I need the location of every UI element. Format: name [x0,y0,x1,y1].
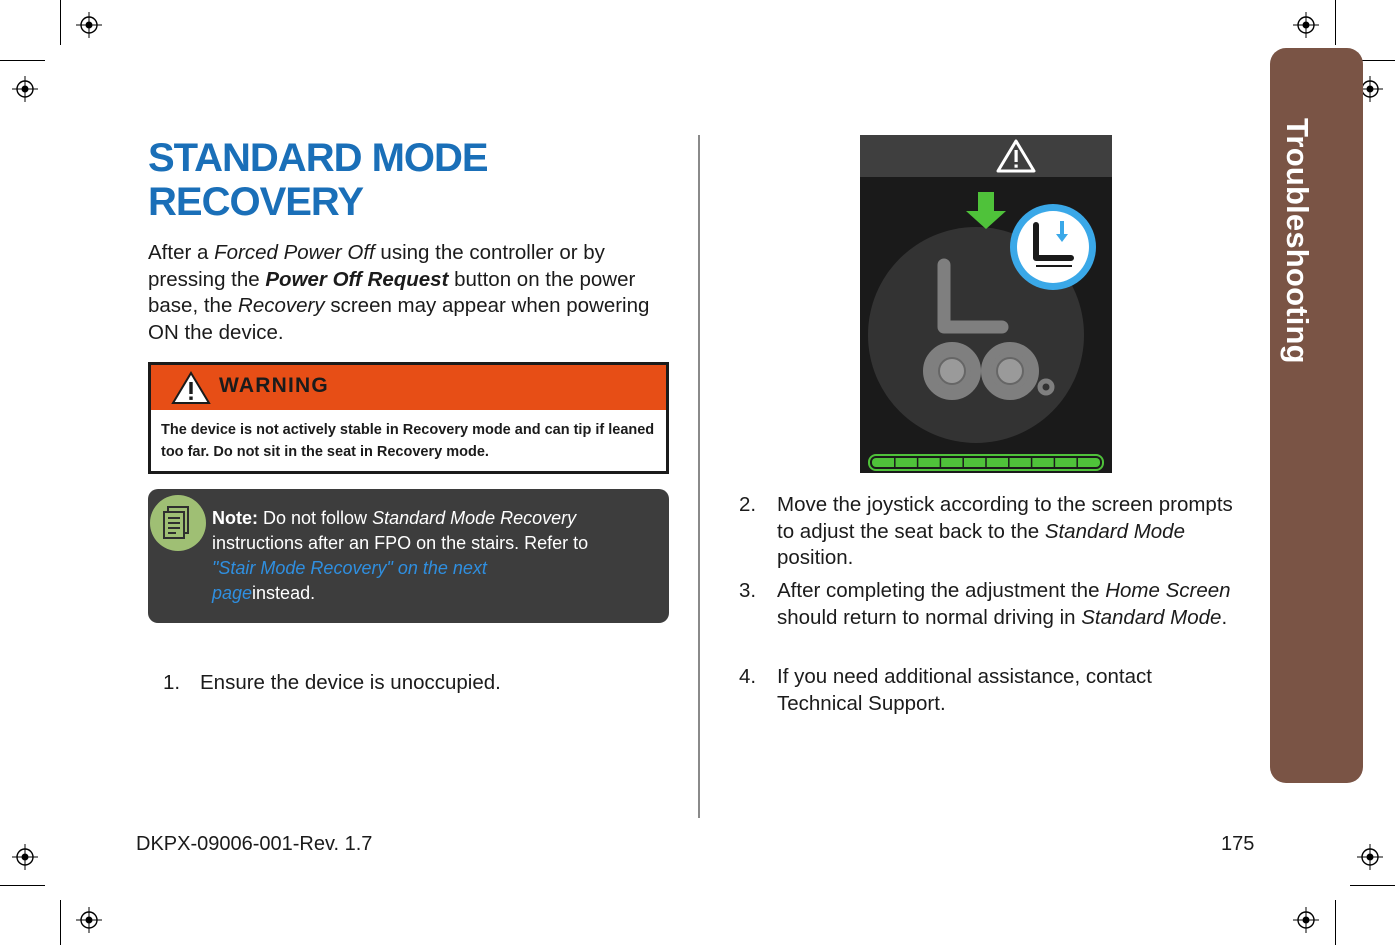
step-number: 3. [739,579,757,602]
step-text-part: position. [777,546,854,569]
crop-mark [1335,0,1336,45]
intro-paragraph [148,240,673,346]
step-text-part: . [1221,605,1228,629]
step-text [777,578,1239,631]
step-term: Standard Mode [1044,519,1185,543]
step-text: Ensure the device is unoccupied. [200,671,501,694]
warning-box [148,362,669,474]
step-number: 2. [739,493,757,516]
intro-term-power-off-request: Power Off Request [265,267,449,291]
step-text-part: Move the joystick according to the screen prompts to adjust the seat back to the [777,493,1233,543]
intro-text: button on the power base, the [148,267,636,317]
note-box [148,489,669,623]
page-title-line2: RECOVERY [148,180,364,224]
page-title-line1: STANDARD MODE [148,136,488,180]
crop-mark [1350,885,1395,886]
step-text: If you need additional assistance, contact Technical Support. [777,665,1152,715]
registration-mark-icon [1293,12,1319,38]
page-title [148,136,668,224]
registration-mark-icon [1293,907,1319,933]
crop-mark [60,900,61,945]
link-text[interactable]: "Stair Mode Recovery" on the next [212,558,487,578]
recovery-screen-image [860,135,1112,473]
note-term: Standard Mode Recovery [372,508,577,528]
step-text-part: After completing the adjustment the [777,579,1106,602]
seat-recline-badge-icon [1010,204,1096,290]
step-number: 4. [739,665,757,688]
intro-text: After a [148,241,215,264]
step-number: 1. [163,671,181,694]
warning-triangle-icon [171,371,211,405]
note-label: Note: [212,508,258,528]
step-text [777,492,1239,572]
warning-title: WARNING [219,374,329,397]
registration-mark-icon [76,907,102,933]
note-body: instructions after an FPO on the stairs. Refer to [212,533,589,553]
registration-mark-icon [12,76,38,102]
step-text-part: should return to normal driving in [777,605,1082,629]
registration-mark-icon [1357,844,1383,870]
column-divider [698,135,700,818]
warning-header [151,365,666,410]
note-text [212,506,662,606]
registration-mark-icon [76,12,102,38]
note-body: Do not follow [258,508,373,528]
registration-mark-icon [12,844,38,870]
crop-mark [1335,900,1336,945]
intro-term-forced-power-off: Forced Power Off [214,241,375,264]
intro-term-recovery: Recovery [238,294,325,317]
document-id: DKPX-09006-001-Rev. 1.7 [136,833,373,855]
intro-text: screen may appear when powering ON the device. [148,294,650,344]
warning-text: The device is not actively stable in Recovery mode and can tip if leaned too far. Do not sit in the seat in Recovery mode. [161,422,655,460]
document-icon [150,495,206,551]
link-text[interactable]: page [212,583,253,603]
note-icon [150,495,206,551]
crop-mark [0,60,45,61]
step-term: Standard Mode [1081,605,1222,629]
step-term: Home Screen [1105,579,1231,602]
intro-text: using the controller or by pressing the [148,241,605,291]
section-tab-label: Troubleshooting [1280,118,1315,364]
page-number: 175 [1221,833,1255,855]
crop-mark [0,885,45,886]
note-body: instead. [252,583,316,603]
crop-mark [60,0,61,45]
